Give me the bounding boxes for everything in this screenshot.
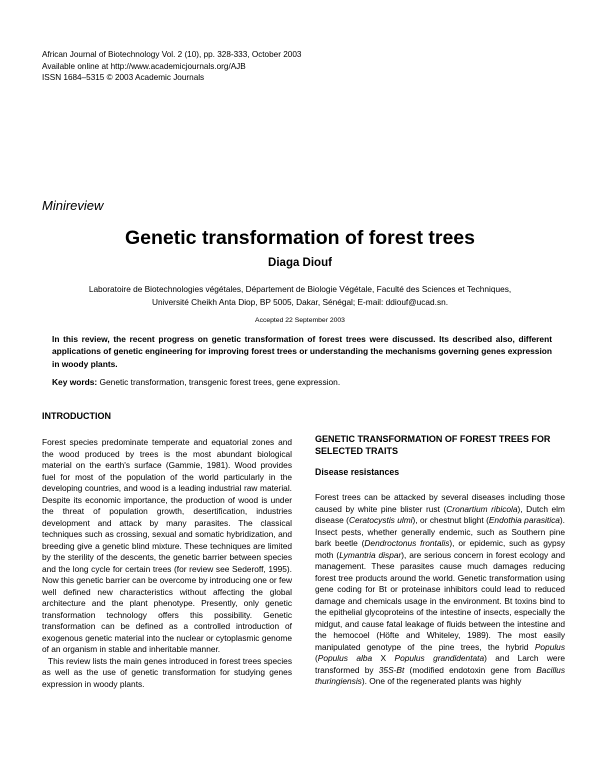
species-name: Ceratocystis ulmi [348, 515, 413, 525]
article-author: Diaga Diouf [268, 257, 332, 269]
intro-heading: INTRODUCTION [42, 411, 111, 421]
journal-header [42, 49, 301, 84]
article-title: Genetic transformation of forest trees [125, 227, 475, 249]
affiliation-line-1: Laboratoire de Biotechnologies végétales, Département de Biologie Végétale, Faculté des Sciences et Techniques, [88, 284, 512, 294]
text-run: (modified endotoxin gene from [404, 664, 537, 675]
species-name: Cronartium ribicola [446, 503, 518, 514]
species-name: Populus [534, 641, 565, 652]
keywords-label: Key words: [52, 377, 98, 387]
text-run: ) and Larch were transformed by [315, 653, 565, 675]
species-name: Lymantria dispar [339, 549, 402, 560]
species-name: Endothia parasitica [488, 515, 560, 525]
section-heading: GENETIC TRANSFORMATION OF FOREST TREES FOR SELECTED TRAITS [315, 434, 551, 456]
text-run: Forest trees can be attacked by several diseases including those caused by white pine blister rust ( [315, 492, 565, 514]
keywords-text: Genetic transformation, transgenic forest trees, gene expression. [99, 377, 341, 387]
right-column [315, 492, 565, 688]
section-type: Minireview [42, 198, 104, 213]
keywords [52, 377, 552, 387]
text-run: ), or epidemic, such as gypsy moth ( [315, 538, 565, 560]
species-name: Populus alba [317, 653, 373, 663]
journal-citation: African Journal of Biotechnology Vol. 2 (10), pp. 328-333, October 2003 [42, 50, 302, 59]
affiliation-line-2: Université Cheikh Anta Diop, BP 5005, Dakar, Sénégal; E-mail: ddiouf@ucad.sn. [151, 296, 449, 307]
subsection-heading: Disease resistances [315, 467, 400, 477]
text-run: ), Dutch elm disease ( [315, 503, 565, 525]
journal-availability: Available online at http://www.academicjournals.org/AJB [42, 61, 246, 71]
species-name: Dendroctonus frontalis [364, 538, 450, 548]
abstract: In this review, the recent progress on genetic transformation of forest trees were discussed. Its described also, different applications of genetic engineering for improving forest trees or understanding the mechanisms governing genes expression in woody plants. [52, 334, 552, 369]
text-run: ). Insect pests, whether generally endemic, such as Southern pine bark beetle ( [315, 515, 566, 548]
journal-issn: ISSN 1684–5315 © 2003 Academic Journals [42, 73, 205, 82]
intro-paragraph-2: This review lists the main genes introduced in forest trees species as well as the use of genetic transformation for studying genes expression in woody plants. [42, 655, 292, 689]
text-run: ), or chestnut blight ( [412, 515, 489, 525]
species-name: Bacillus thuringiensis [315, 664, 565, 686]
text-run: ( [315, 653, 318, 663]
left-column [42, 437, 292, 690]
text-run: ). One of the regenerated plants was highly [361, 676, 522, 686]
intro-paragraph-1: Forest species predominate temperate and equatorial zones and the wood produced by trees is the most abundant biological material on the earth's surface (Gammie, 1981). Wood provides fuel for most of the population of the world particularly in the developing countries, and wood is a leading industrial raw material. Despite its economic importance, the production of wood is under the threat of population growth, desertification, industries development and attack by many parasites. The classical techniques such as crossing, sexual and somatic hybridization, and breeding give a genetic blind mixture. These techniques are limited by the sterility of the descents, the genetic barrier between species and the long cycle for certain trees (for review see Sederoff, 1995). Now this genetic barrier can be overcome by introducing one or few well defined new characteristics without affecting the global architecture and the plant phenotype. Presently, only genetic transformation technology offers this possibility. Genetic transformation can be defined as a controlled introduction of exogenous genetic material into the nuclear or cytoplasmic genome of an organism in stable and inheritable manner. [42, 437, 292, 654]
accepted-date: Accepted 22 September 2003 [255, 317, 345, 324]
species-name: Populus grandidentata [394, 653, 485, 663]
gene-name: 35S-Bt [378, 664, 405, 675]
text-run: X [372, 653, 395, 663]
author-affiliation [40, 283, 560, 308]
disease-paragraph [315, 492, 565, 688]
text-run: ), are serious concern in forest ecology and management. These parasites cause much damages reducing forest tree products around the world. Genetic transformation using gene coding for Bt or proteinase inhibitors could lead to reduced damage and chemicals usage in the environment. Bt toxins bind to the epithelial glycoproteins of the intestine of insects, especially the midgut, and cause fatal leakage of fluids between the intestine and the hemocoel (Höfte and Whiteley, 1989). The most easily manipulated genotype of the pine trees, the hybrid [315, 549, 565, 652]
